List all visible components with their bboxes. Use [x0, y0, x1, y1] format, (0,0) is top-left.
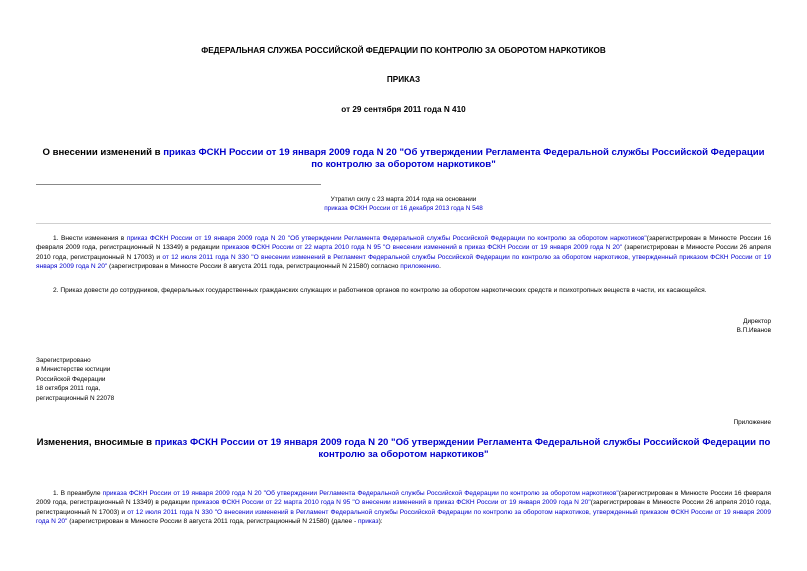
registration-line: в Министерстве юстиции — [36, 366, 111, 374]
ap1-link-order-330[interactable]: от 12 июля 2011 года N 330 "О внесении изменений в Регламент Федеральной службы Российской Федерации по контролю за оборотом наркотиков, утвержденный приказом ФСКН России от 19 января 2009 года N 20" — [36, 508, 771, 526]
document-type: ПРИКАЗ — [386, 75, 421, 84]
ap1-text-1: 1. В преамбуле — [53, 490, 103, 497]
title-underline — [36, 184, 321, 185]
p1-text-1: 1. Внести изменения в — [53, 235, 127, 242]
section-divider — [36, 223, 771, 224]
ap1-link-order[interactable]: приказ — [357, 518, 379, 526]
p1-text-2: (зарегистрирован в Минюсте России 16 февраля 2009 года, регистрационный N 13349) в редакции — [36, 235, 772, 252]
registration-block — [36, 356, 256, 403]
ap1-link-order-20[interactable]: приказа ФСКН России от 19 января 2009 года N 20 "Об утверждении Регламента Федеральной службы Российской Федерации по контролю за оборотом наркотиков" — [102, 490, 619, 497]
agency-heading: ФЕДЕРАЛЬНАЯ СЛУЖБА РОССИЙСКОЙ ФЕДЕРАЦИИ ПО КОНТРОЛЮ ЗА ОБОРОТОМ НАРКОТИКОВ — [201, 46, 606, 55]
appendix-label: Приложение — [733, 419, 771, 426]
ap1-text-2: (зарегистрирован в Минюсте России 16 февраля 2009 года, регистрационный N 13349) в редакции — [36, 490, 771, 507]
registration-line: Зарегистрировано — [36, 357, 91, 364]
appendix-title-link[interactable]: приказ ФСКН России от 19 января 2009 года N 20 "Об утверждении Регламента Федеральной службы Российской Федерации по контролю за оборотом наркотиков" — [154, 437, 771, 461]
ap1-text-3: (зарегистрирован в Минюсте России 26 апреля 2010 года, регистрационный N 17003) и — [36, 499, 772, 516]
p1-link-order-330[interactable]: от 12 июля 2011 года N 330 "О внесении изменений в Регламент Федеральной службы Российской Федерации по контролю за оборотом наркотиков, утвержденный приказом ФСКН России от 19 января 2009 года N 20" — [36, 253, 771, 271]
p1-text-5: . — [439, 263, 441, 271]
signature-position: Директор — [743, 318, 771, 325]
paragraph-2: 2. Приказ довести до сотрудников, федеральных государственных гражданских служащих и работников органов по контролю за оборотом наркотических средств и психотропных веществ в части, их касающейся. — [53, 287, 707, 294]
document-title — [36, 147, 771, 172]
signature-block — [600, 318, 771, 335]
lost-force-link[interactable]: приказа ФСКН России от 16 декабря 2013 года N 548 — [324, 204, 483, 212]
appendix-title-prefix: Изменения, вносимые в — [36, 437, 155, 448]
paragraph-1 — [36, 234, 771, 271]
p1-link-order-95[interactable]: приказов ФСКН России от 22 марта 2010 года N 95 "О внесении изменений в приказ ФСКН России от 19 января 2009 года N 20" — [221, 244, 623, 252]
p1-text-3: (зарегистрирован в Минюсте России 26 апреля 2010 года, регистрационный N 17003) и — [36, 244, 771, 261]
p1-link-appendix[interactable]: приложению — [400, 263, 440, 271]
p1-text-4: (зарегистрирован в Минюсте России 8 августа 2011 года, регистрационный N 21580) согласно — [107, 263, 401, 271]
document-title-prefix: О внесении изменений в — [42, 147, 164, 158]
registration-line: Российской Федерации — [36, 375, 106, 383]
registration-line: 18 октября 2011 года, — [36, 385, 101, 393]
lost-force-text: Утратил силу с 23 марта 2014 года на основании — [330, 196, 477, 203]
ap1-link-order-95[interactable]: приказов ФСКН России от 22 марта 2010 года N 95 "О внесении изменений в приказ ФСКН России от 19 января 2009 года N 20" — [191, 499, 591, 507]
appendix-title — [36, 437, 771, 462]
appendix-paragraph-1 — [36, 489, 771, 526]
signature-name: В.П.Иванов — [736, 326, 771, 334]
p1-link-order-20[interactable]: приказ ФСКН России от 19 января 2009 года N 20 "Об утверждении Регламента Федеральной службы Российской Федерации по контролю за оборотом наркотиков" — [126, 235, 647, 242]
registration-line: регистрационный N 22078 — [36, 394, 115, 402]
ap1-text-4: (зарегистрирован в Минюсте России 8 августа 2011 года, регистрационный N 21580) (далее - — [67, 518, 358, 526]
lost-force-note — [0, 196, 807, 213]
document-title-link[interactable]: приказ ФСКН России от 19 января 2009 года N 20 "Об утверждении Регламента Федеральной службы Российской Федерации по контролю за оборотом наркотиков" — [163, 147, 765, 171]
ap1-text-5: ): — [378, 518, 383, 526]
document-date: от 29 сентября 2011 года N 410 — [341, 105, 466, 114]
